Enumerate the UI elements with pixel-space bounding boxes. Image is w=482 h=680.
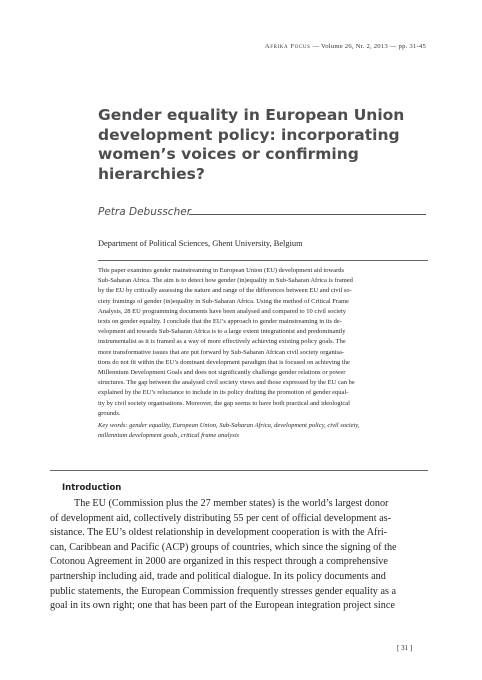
body-line: can, Caribbean and Pacific (ACP) groups of countries, which since the signing of the xyxy=(50,541,397,553)
abstract-line: ity by civil society organisations. Moreover, the gap seems to have both practical and ideological xyxy=(98,399,350,407)
volume-info: — Volume 26, Nr. 2, 2013 — pp. 31-45 xyxy=(312,43,426,50)
abstract-text xyxy=(98,266,428,419)
abstract-line: more transformative issues that are put forward by Sub-Saharan African civil society organisa- xyxy=(98,348,345,356)
abstract-line: explained by the EU’s reluctance to include in its policy drafting the promotion of gender equal- xyxy=(98,389,349,397)
body-line: sistance. The EU’s oldest relationship in development cooperation is with the Afri- xyxy=(50,527,388,539)
author-affiliation: Department of Political Sciences, Ghent University, Belgium xyxy=(98,239,303,248)
page-number: [ 31 ] xyxy=(397,644,413,652)
title-line: hierarchies? xyxy=(98,164,205,183)
keywords-line: Key words: gender equality, European Union, Sub-Saharan Africa, development policy, civil society, xyxy=(98,422,360,430)
running-header xyxy=(265,43,426,50)
body-paragraph xyxy=(50,497,430,614)
body-line: The EU (Commission plus the 27 member states) is the world’s largest donor xyxy=(74,498,389,509)
abstract-line: Millennium Development Goals and does not significantly challenge gender relations or power xyxy=(98,369,346,377)
body-line: Cotonou Agreement in 2000 are organized in this respect through a comprehensive xyxy=(50,556,388,568)
abstract-line: grounds. xyxy=(98,409,121,417)
abstract-line: tions do not fit within the EU’s dominant development paradigm that is focused on achieving the xyxy=(98,358,350,366)
article-title xyxy=(98,106,405,184)
keywords-line: millennium development goals, critical frame analysis xyxy=(98,432,240,440)
author-name: Petra Debusscher xyxy=(98,206,192,218)
author-block xyxy=(98,206,426,220)
title-line: development policy: incorporating xyxy=(98,125,400,144)
abstract-line: This paper examines gender mainstreaming in European Union (EU) development aid towards xyxy=(98,267,345,274)
author-divider xyxy=(189,214,426,215)
abstract-line: ciety framings of gender (in)equality in Sub-Saharan Africa. Using the method of Critical Frame xyxy=(98,297,349,305)
abstract-top-divider xyxy=(98,260,428,261)
abstract-line: velopment aid towards Sub-Saharan Africa is to a large extent integrationist and predominantly xyxy=(98,328,346,336)
title-line: Gender equality in European Union xyxy=(98,106,405,124)
abstract-line: instrumentalist as it is framed as a way of more effectively achieving existing policy goals. The xyxy=(98,338,346,346)
abstract-line: texts on gender equality. I conclude that the EU’s approach to gender mainstreaming in its de- xyxy=(98,318,342,326)
abstract-line: by the EU by critically assessing the nature and range of the differences between EU and civil so- xyxy=(98,287,352,295)
title-line: women’s voices or confirming xyxy=(98,145,359,163)
keywords xyxy=(98,421,428,441)
body-line: public statements, the European Commission frequently stresses gender equality as a xyxy=(50,585,397,597)
body-line: of development aid, collectively distributing 55 per cent of official development as- xyxy=(50,512,391,524)
section-divider xyxy=(50,470,428,471)
abstract-line: Analysis, 28 EU programming documents have been analysed and compared to 10 civil society xyxy=(98,307,347,315)
journal-name: Afrika Focus xyxy=(264,43,311,50)
abstract-section xyxy=(98,260,428,441)
section-heading: Introduction xyxy=(62,483,122,493)
abstract-line: Sub-Saharan Africa. The aim is to detect how gender (in)equality in Sub-Saharan Africa is framed xyxy=(98,277,353,285)
body-line: goal in its own right; one that has been part of the European integration project since xyxy=(50,600,395,612)
abstract-line: structures. The gap between the analysed civil society views and those expressed by the EU can be xyxy=(98,379,355,387)
body-line: partnership including aid, trade and political dialogue. In its policy documents and xyxy=(50,570,386,582)
